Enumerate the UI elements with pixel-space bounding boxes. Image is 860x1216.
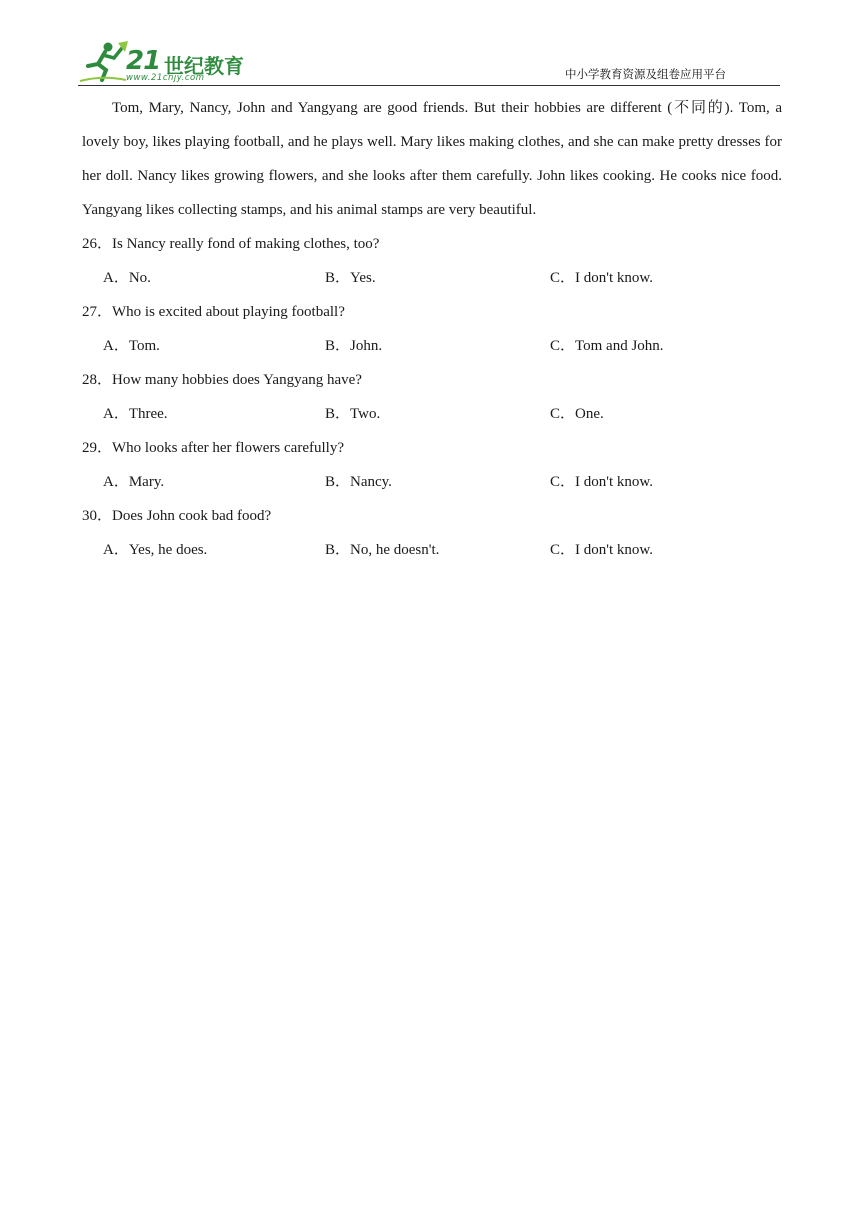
- option-b: B．Yes.: [325, 270, 376, 286]
- option-c: C．I don't know.: [550, 270, 653, 286]
- option-c: C．One.: [550, 406, 604, 422]
- question-30: [82, 499, 782, 567]
- question-27: [82, 295, 782, 363]
- logo-text: 世纪教育: [164, 54, 244, 78]
- reading-section: [82, 91, 782, 567]
- reading-passage: Tom, Mary, Nancy, John and Yangyang are good friends. But their hobbies are different (不同的). Tom, a lovely boy, likes playing football, and he plays well. Mary likes making clothes, and she can make pretty dresses for her doll. Nancy likes growing flowers, and she looks after them carefully. John likes cooking. He cooks nice food. Yangyang likes collecting stamps, and his animal stamps are very beautiful.: [82, 100, 782, 218]
- question-stem: 26．Is Nancy really fond of making clothes, too?: [82, 236, 380, 252]
- logo-number: 21: [126, 46, 161, 76]
- option-c: C．I don't know.: [550, 474, 653, 490]
- question-stem: 28．How many hobbies does Yangyang have?: [82, 372, 362, 388]
- question-stem: 30．Does John cook bad food?: [82, 508, 272, 524]
- site-logo: [78, 40, 248, 84]
- question-stem: 29．Who looks after her flowers carefully?: [82, 440, 344, 456]
- logo-url: www.21cnjy.com: [126, 73, 205, 83]
- option-b: B．John.: [325, 338, 383, 354]
- option-c: C．I don't know.: [550, 542, 653, 558]
- platform-title: 中小学教育资源及组卷应用平台: [565, 67, 726, 81]
- answer-options: [82, 397, 782, 431]
- option-b: B．No, he doesn't.: [325, 542, 440, 558]
- answer-options: [82, 533, 782, 567]
- option-a: A．Mary.: [103, 474, 165, 490]
- question-28: [82, 363, 782, 431]
- question-26: [82, 227, 782, 295]
- option-b: B．Two.: [325, 406, 381, 422]
- runner-icon: [78, 40, 128, 84]
- option-a: A．No.: [103, 270, 151, 286]
- header-divider: [78, 85, 780, 86]
- question-stem: 27．Who is excited about playing football?: [82, 304, 345, 320]
- option-a: A．Tom.: [103, 338, 160, 354]
- answer-options: [82, 465, 782, 499]
- page-header: [78, 40, 780, 87]
- answer-options: [82, 261, 782, 295]
- answer-options: [82, 329, 782, 363]
- question-29: [82, 431, 782, 499]
- option-b: B．Nancy.: [325, 474, 392, 490]
- option-c: C．Tom and John.: [550, 338, 664, 354]
- option-a: A．Three.: [103, 406, 168, 422]
- option-a: A．Yes, he does.: [103, 542, 208, 558]
